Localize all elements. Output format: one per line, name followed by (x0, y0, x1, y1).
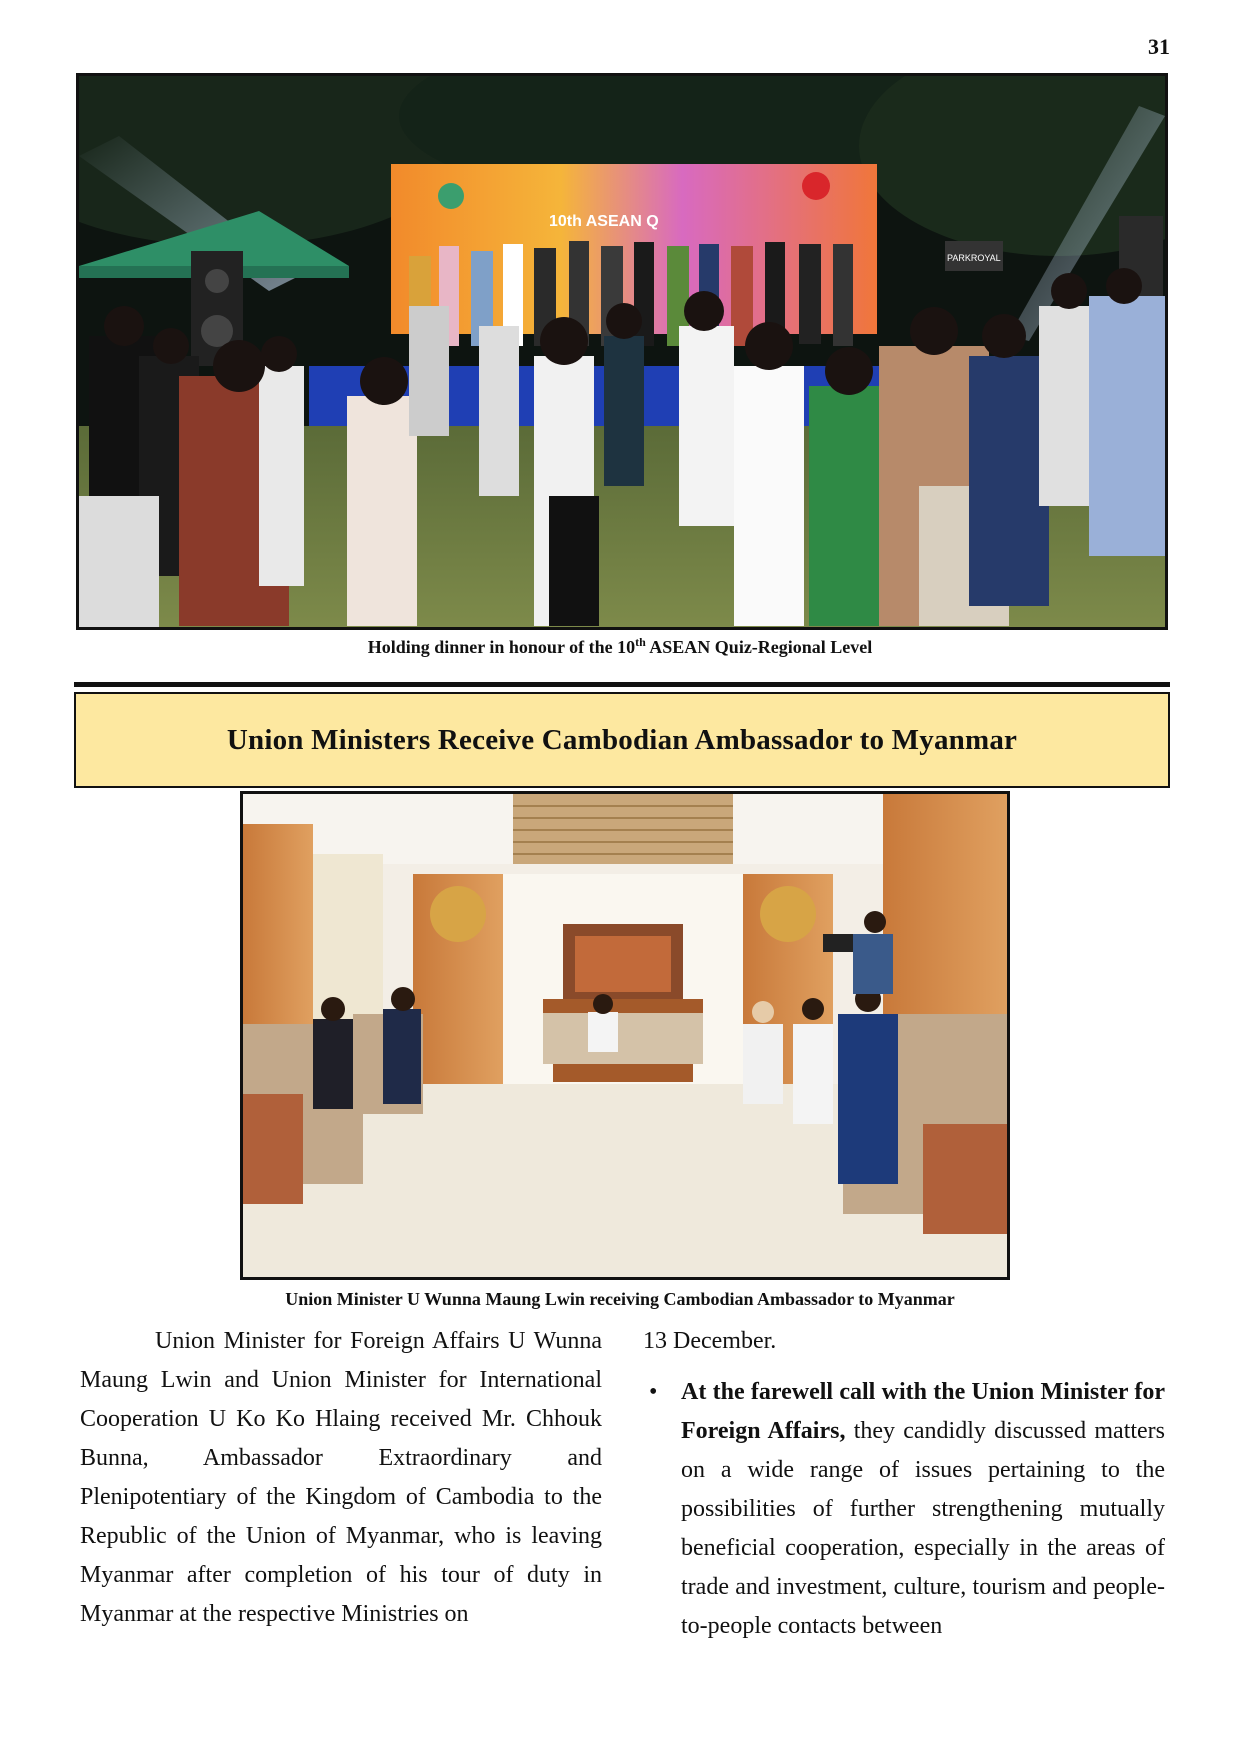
dinner-event-photo (76, 73, 1168, 630)
bullet-text: they candidly discussed matters on a wide range of issues pertaining to the possibilities of further strengthening mutually beneficial cooperation, especially in the areas of trade and investment, culture, tourism and people-to-people contacts between (681, 1418, 1166, 1639)
page-number: 31 (1148, 34, 1170, 59)
headline-box (74, 692, 1170, 788)
reception-meeting-photo (240, 791, 1010, 1280)
article-headline: Union Ministers Receive Cambodian Ambassador to Myanmar (226, 723, 1018, 756)
svg-text:PARKROYAL: PARKROYAL (947, 253, 1001, 263)
article-column-right (643, 1322, 1165, 1646)
bullet-lead-bold: At the farewell call with the Union Minister for Foreign Affairs, (681, 1379, 1165, 1444)
article-paragraph: Union Minister for Foreign Affairs U Wunna Maung Lwin and Union Minister for International Cooperation U Ko Ko Hlaing received Mr. Chhouk Bunna, Ambassador Extraordinary and Plenipotentiary of the Kingdom of Cambodia to the Republic of the Union of Myanmar, who is leaving Myanmar after completion of his tour of duty in Myanmar at the respective Ministries on (80, 1328, 602, 1627)
photo1-caption: Holding dinner in honour of the 10th ASEAN Quiz-Regional Level (367, 635, 873, 657)
bullet-item (681, 1373, 1165, 1646)
section-divider (74, 682, 1170, 687)
article-paragraph-continuation: 13 December. (643, 1328, 777, 1354)
article-column-left (80, 1322, 602, 1634)
photo2-caption: Union Minister U Wunna Maung Lwin receiving Cambodian Ambassador to Myanmar (285, 1289, 955, 1309)
bullet-list (643, 1373, 1165, 1646)
svg-text:10th ASEAN Q: 10th ASEAN Q (549, 213, 659, 230)
